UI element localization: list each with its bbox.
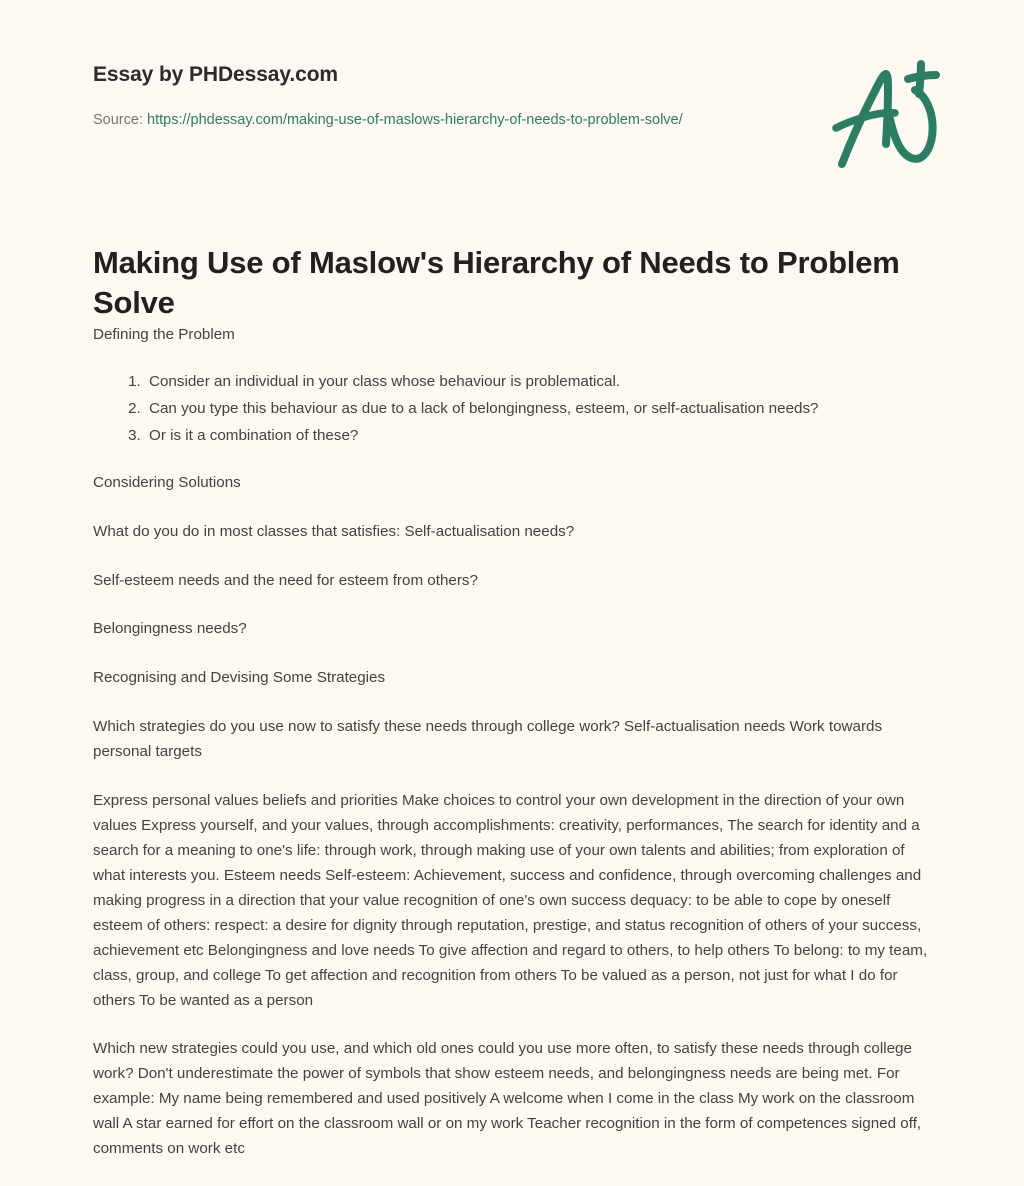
phdessay-a-plus-logo-icon bbox=[822, 52, 962, 180]
source-label: Source: bbox=[93, 112, 143, 129]
source-line bbox=[93, 109, 753, 132]
list-item: 2. Can you type this behaviour as due to a lack of belongingness, esteem, or self-actualisation needs? bbox=[145, 397, 931, 422]
question-belongingness: Belongingness needs? bbox=[93, 620, 247, 638]
page-title: Making Use of Maslow's Hierarchy of Needs to Problem Solve bbox=[93, 244, 900, 321]
question-self-actualisation: What do you do in most classes that satisfies: Self-actualisation needs? bbox=[93, 522, 575, 540]
paragraph-express-personal-values: Express personal values beliefs and priorities Make choices to control your own development in the direction of your own values Express yourself, and your values, through accomplishments: creativity, performances, The search for identity and a search for a meaning to one's life: through work, through making use of your own talents and abilities; from exploration of what interests you. Esteem needs Self-esteem: Achievement, success and confidence, through overcoming challenges and making progress in a direction that your value recognition of one's own success dequacy: to be able to cope by oneself esteem of others: respect: a desire for dignity through reputation, prestige, and status recognition of others of your success, achievement etc Belongingness and love needs To give affection and regard to others, to help others To belong: to my team, class, group, and college To get affection and recognition from others To be valued as a person, not just for what I do for others To be wanted as a person bbox=[93, 792, 928, 1009]
heading-considering-solutions: Considering Solutions bbox=[93, 473, 241, 491]
document-header bbox=[93, 62, 933, 133]
paragraph-current-strategies: Which strategies do you use now to satisfy these needs through college work? Self-actualisation needs Work towards personal targets bbox=[93, 718, 883, 761]
heading-defining-the-problem: Defining the Problem bbox=[93, 326, 235, 343]
paragraph-new-strategies: Which new strategies could you use, and which old ones could you use more often, to satisfy these needs through college work? Don't underestimate the power of symbols that show esteem needs, and belongingness needs are being met. For example: My name being remembered and used positively A welcome when I come in the class My work on the classroom wall A star earned for effort on the classroom wall or on my work Teacher recognition in the form of competences signed off, comments on work etc bbox=[93, 1040, 922, 1158]
essay-body bbox=[93, 323, 931, 1186]
heading-recognising-devising-strategies: Recognising and Devising Some Strategies bbox=[93, 669, 386, 687]
defining-the-problem-list bbox=[93, 370, 931, 449]
question-self-esteem: Self-esteem needs and the need for esteem from others? bbox=[93, 571, 478, 589]
source-url-link[interactable]: https://phdessay.com/making-use-of-maslows-hierarchy-of-needs-to-problem-solve/ bbox=[147, 112, 683, 129]
list-item: 3. Or is it a combination of these? bbox=[145, 424, 931, 449]
brand-title: Essay by PHDessay.com bbox=[93, 63, 338, 86]
list-item: 1. Consider an individual in your class whose behaviour is problematical. bbox=[145, 370, 931, 395]
